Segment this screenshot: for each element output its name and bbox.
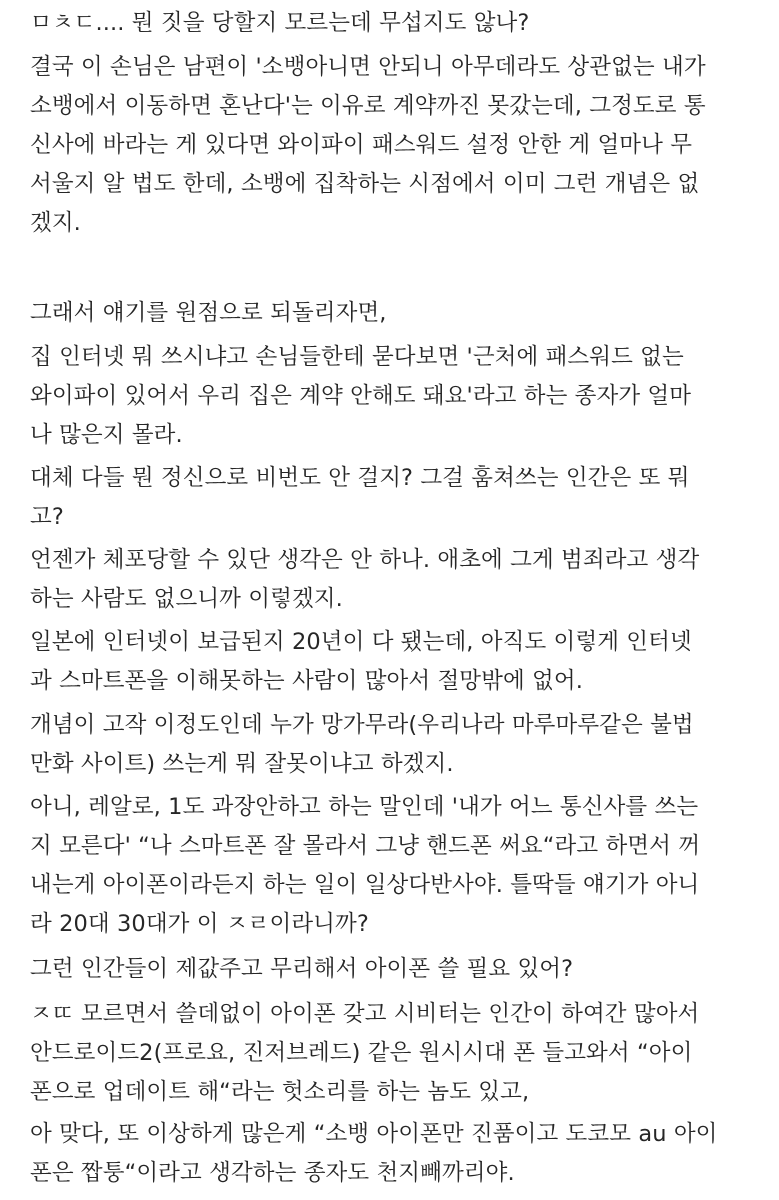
paragraph-1 [30, 4, 760, 43]
text-line: 아 맞다, 또 이상하게 많은게 “소뱅 아이폰만 진품이고 도코모 au 아이 [30, 1121, 718, 1147]
text-line: 고? [30, 504, 64, 530]
paragraph-5 [30, 459, 760, 537]
text-line: 대체 다들 뭔 정신으로 비번도 안 걸지? 그걸 훔쳐쓰는 인간은 또 뭐 [30, 465, 690, 491]
text-line: 그래서 얘기를 원점으로 되돌리자면, [30, 300, 387, 326]
text-line: 집 인터넷 뭐 쓰시냐고 손님들한테 묻다보면 '근처에 패스워드 없는 [30, 344, 684, 370]
text-line: 서울지 알 법도 한데, 소뱅에 집착하는 시점에서 이미 그런 개념은 없 [30, 171, 700, 197]
text-line: 내는게 아이폰이라든지 하는 일이 일상다반사야. 틀딱들 얘기가 아니 [30, 872, 700, 898]
paragraph-6 [30, 541, 760, 619]
text-line: 와이파이 있어서 우리 집은 계약 안해도 돼요'라고 하는 종자가 얼마 [30, 383, 692, 409]
text-line: 나 많은지 몰라. [30, 422, 183, 448]
text-line: 아니, 레알로, 1도 과장안하고 하는 말인데 '내가 어느 통신사를 쓰는 [30, 794, 699, 820]
text-line: 소뱅에서 이동하면 혼난다'는 이유로 계약까진 못갔는데, 그정도로 통 [30, 93, 706, 119]
text-line: 지 모른다' “나 스마트폰 잘 몰라서 그냥 핸드폰 써요“라고 하면서 꺼 [30, 833, 701, 859]
text-line: ㅈㄸ 모르면서 쓸데없이 아이폰 갖고 시비터는 인간이 하여간 많아서 [30, 1001, 700, 1027]
text-line: 언젠가 체포당할 수 있단 생각은 안 하나. 애초에 그게 범죄라고 생각 [30, 547, 700, 573]
text-line: 그런 인간들이 제값주고 무리해서 아이폰 쓸 필요 있어? [30, 956, 574, 982]
paragraph-3 [30, 294, 760, 333]
text-line: 개념이 고작 이정도인데 누가 망가무라(우리나라 마루마루같은 불법 [30, 712, 694, 738]
text-line: 일본에 인터넷이 보급된지 20년이 다 됐는데, 아직도 이렇게 인터넷 [30, 629, 692, 655]
paragraph-9 [30, 788, 760, 944]
paragraph-7 [30, 623, 760, 701]
text-line: 하는 사람도 없으니까 이렇겠지. [30, 586, 343, 612]
paragraph-8 [30, 706, 760, 784]
text-line: 만화 사이트) 쓰는게 뭐 잘못이냐고 하겠지. [30, 751, 454, 777]
paragraph-11 [30, 995, 760, 1112]
text-line: ㅁㅊㄷ.... 뭔 짓을 당할지 모르는데 무섭지도 않나? [30, 10, 530, 36]
paragraph-10 [30, 950, 760, 989]
paragraph-4 [30, 338, 760, 455]
text-line: 라 20대 30대가 이 ㅈㄹ이라니까? [30, 911, 369, 937]
text-line: 신사에 바라는 게 있다면 와이파이 패스워드 설정 안한 게 얼마나 무 [30, 132, 693, 158]
paragraph-2 [30, 48, 760, 243]
text-line: 폰은 짭퉁“이라고 생각하는 종자도 천지빼까리야. [30, 1160, 515, 1186]
text-line: 과 스마트폰을 이해못하는 사람이 많아서 절망밖에 없어. [30, 668, 583, 694]
text-line: 안드로이드2(프로요, 진저브레드) 같은 원시시대 폰 들고와서 “아이 [30, 1040, 693, 1066]
text-line: 겠지. [30, 210, 81, 236]
text-line: 결국 이 손님은 남편이 '소뱅아니면 안되니 아무데라도 상관없는 내가 [30, 54, 706, 80]
text-line: 폰으로 업데이트 해“라는 헛소리를 하는 놈도 있고, [30, 1079, 530, 1105]
paragraph-12 [30, 1115, 760, 1193]
